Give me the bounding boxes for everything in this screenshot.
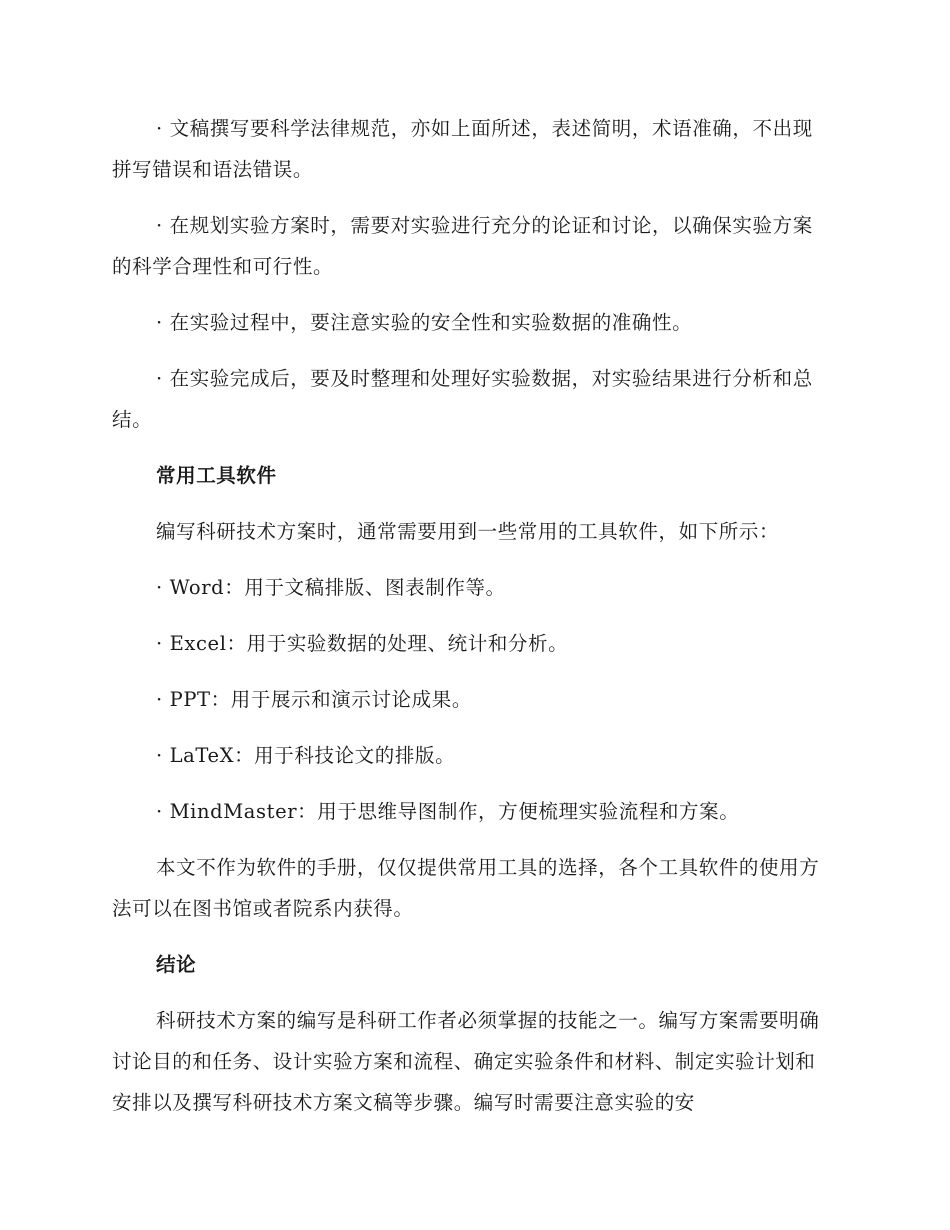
- section-heading-tools: 常用工具软件: [156, 464, 277, 487]
- bullet-writing-standards: · 文稿撰写要科学法律规范，亦如上面所述，表述简明，术语准确，不出现拼写错误和语法错误。: [112, 117, 813, 181]
- tool-item-excel: · Excel：用于实验数据的处理、统计和分析。: [156, 632, 569, 655]
- bullet-plan-experiment: · 在规划实验方案时，需要对实验进行充分的论证和讨论，以确保实验方案的科学合理性和可行性。: [112, 214, 813, 278]
- tool-item-mindmaster: · MindMaster：用于思维导图制作，方便梳理实验流程和方案。: [156, 800, 740, 823]
- document-page: [112, 108, 832, 1138]
- tool-item-latex: · LaTeX：用于科技论文的排版。: [156, 744, 456, 767]
- bullet-after-experiment: · 在实验完成后，要及时整理和处理好实验数据，对实验结果进行分析和总结。: [112, 367, 813, 431]
- tool-item-ppt: · PPT：用于展示和演示讨论成果。: [156, 688, 472, 711]
- bullet-during-experiment: · 在实验过程中，要注意实验的安全性和实验数据的准确性。: [156, 311, 693, 334]
- section-heading-conclusion: 结论: [156, 953, 197, 976]
- conclusion-paragraph: 科研技术方案的编写是科研工作者必须掌握的技能之一。编写方案需要明确讨论目的和任务、设计实验方案和流程、确定实验条件和材料、制定实验计划和安排以及撰写科研技术方案文稿等步骤。编写时需要注意实验的安: [112, 1009, 820, 1114]
- tool-item-word: · Word：用于文稿排版、图表制作等。: [156, 576, 506, 599]
- tools-intro: 编写科研技术方案时，通常需要用到一些常用的工具软件，如下所示：: [156, 520, 780, 543]
- tools-note: 本文不作为软件的手册，仅仅提供常用工具的选择，各个工具软件的使用方法可以在图书馆或者院系内获得。: [112, 856, 820, 920]
